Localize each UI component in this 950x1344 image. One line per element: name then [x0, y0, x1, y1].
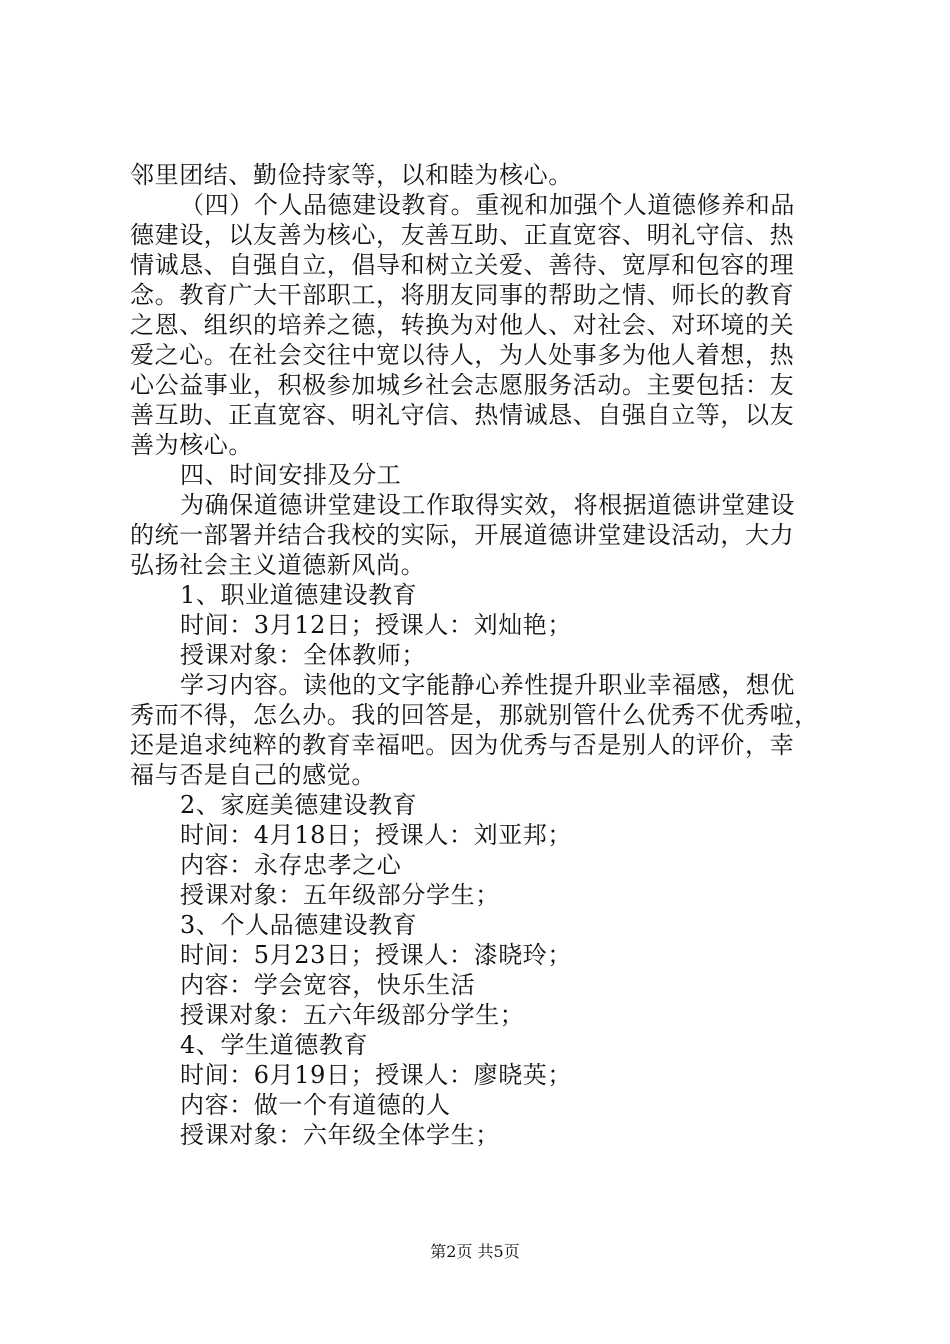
- text-line: 授课对象：五六年级部分学生；: [180, 1001, 525, 1029]
- text-line: 还是追求纯粹的教育幸福吧。因为优秀与否是别人的评价，幸: [130, 731, 795, 759]
- text-line: 秀而不得，怎么办。我的回答是，那就别管什么优秀不优秀啦，: [130, 701, 819, 729]
- text-line: 时间：3月12日；授课人：刘灿艳；: [180, 611, 573, 639]
- text-line: 授课对象：五年级部分学生；: [180, 881, 500, 909]
- text-line: 内容：学会宽容，快乐生活: [180, 971, 476, 999]
- text-line: 德建设，以友善为核心，友善互助、正直宽容、明礼守信、热: [130, 221, 795, 249]
- text-line: 学习内容。读他的文字能静心养性提升职业幸福感，想优: [180, 671, 795, 699]
- text-line: 时间：5月23日；授课人：漆晓玲；: [180, 941, 573, 969]
- text-line: 为确保道德讲堂建设工作取得实效，将根据道德讲堂建设: [180, 491, 795, 519]
- text-line: 心公益事业，积极参加城乡社会志愿服务活动。主要包括：友: [130, 371, 795, 399]
- text-line: 1、职业道德建设教育: [180, 581, 418, 609]
- text-line: 4、学生道德教育: [180, 1031, 369, 1059]
- text-line: 2、家庭美德建设教育: [180, 791, 418, 819]
- text-line: 内容：永存忠孝之心: [180, 851, 402, 879]
- text-line: 善为核心。: [130, 431, 253, 459]
- text-line: 情诚恳、自强自立，倡导和树立关爱、善待、宽厚和包容的理: [130, 251, 795, 279]
- text-line: 授课对象：全体教师；: [180, 641, 426, 669]
- text-line: 授课对象：六年级全体学生；: [180, 1121, 500, 1149]
- text-line: 邻里团结、勤俭持家等，以和睦为核心。: [130, 161, 573, 189]
- text-line: 弘扬社会主义道德新风尚。: [130, 551, 426, 579]
- text-line: 之恩、组织的培养之德，转换为对他人、对社会、对环境的关: [130, 311, 795, 339]
- page-footer: 第2页 共5页: [430, 1242, 520, 1261]
- text-line: （四）个人品德建设教育。重视和加强个人道德修养和品: [180, 191, 795, 219]
- text-line: 四、时间安排及分工: [180, 461, 402, 489]
- text-line: 福与否是自己的感觉。: [130, 761, 376, 789]
- text-line: 3、个人品德建设教育: [180, 911, 418, 939]
- text-line: 念。教育广大干部职工，将朋友同事的帮助之情、师长的教育: [130, 281, 795, 309]
- text-line: 内容：做一个有道德的人: [180, 1091, 451, 1119]
- text-line: 善互助、正直宽容、明礼守信、热情诚恳、自强自立等，以友: [130, 401, 795, 429]
- text-line: 爱之心。在社会交往中宽以待人，为人处事多为他人着想，热: [130, 341, 795, 369]
- text-line: 的统一部署并结合我校的实际，开展道德讲堂建设活动，大力: [130, 521, 795, 549]
- text-line: 时间：4月18日；授课人：刘亚邦；: [180, 821, 573, 849]
- document-body: [130, 160, 830, 1150]
- text-line: 时间：6月19日；授课人：廖晓英；: [180, 1061, 573, 1089]
